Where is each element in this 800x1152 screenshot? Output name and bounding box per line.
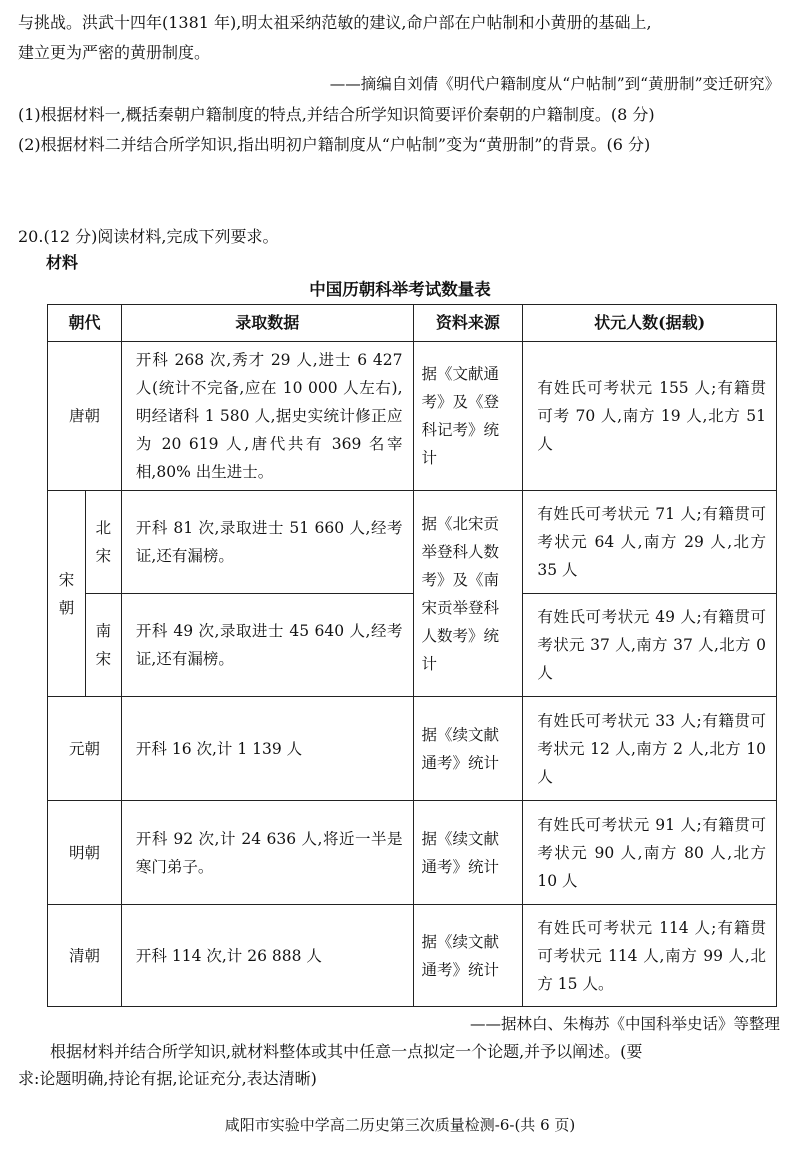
table-header-row [48, 305, 777, 342]
zhuangyuan-cell: 有姓氏可考状元 71 人;有籍贯可考状元 64 人,南方 29 人,北方 35 人 [523, 491, 777, 594]
intro-line-2: 建立更为严密的黄册制度。 [18, 43, 211, 62]
dynasty-group-label: 宋朝 [58, 570, 75, 617]
q20-number: 20. [18, 227, 44, 246]
data-cell: 开科 92 次,计 24 636 人,将近一半是寒门弟子。 [121, 801, 413, 905]
zhuangyuan-cell: 有姓氏可考状元 114 人;有籍贯可考状元 114 人,南方 99 人,北方 15 人。 [523, 905, 777, 1007]
material-label: 材料 [46, 253, 79, 272]
table-row-tang [48, 342, 777, 491]
source-cell: 据《续文献通考》统计 [413, 697, 523, 801]
col-header-dynasty: 朝代 [48, 305, 122, 342]
col-header-zhuangyuan: 状元人数(据载) [523, 305, 777, 342]
data-cell: 开科 81 次,录取进士 51 660 人,经考证,还有漏榜。 [121, 491, 413, 594]
intro-line-1: 与挑战。洪武十四年(1381 年),明太祖采纳范敏的建议,命户部在户帖制和小黄册的基础上, [18, 13, 652, 32]
source-cell: 据《北宋贡举登科人数考》及《南宋贡举登科人数考》统计 [413, 491, 523, 697]
source-cell: 据《文献通考》及《登科记考》统计 [413, 342, 523, 491]
q19-item-1: (1)根据材料一,概括秦朝户籍制度的特点,并结合所学知识简要评价秦朝的户籍制度。(8 分) [18, 105, 655, 124]
data-cell: 开科 16 次,计 1 139 人 [121, 697, 413, 801]
data-cell: 开科 268 次,秀才 29 人,进士 6 427 人(统计不完备,应在 10 000 人左右),明经诸科 1 580 人,据史实统计修正应为 20 619 人,唐代共有 369 名宰相,80% 出生进士。 [121, 342, 413, 491]
data-cell: 开科 114 次,计 26 888 人 [121, 905, 413, 1007]
sub-dynasty-cell [85, 491, 121, 594]
col-header-data: 录取数据 [121, 305, 413, 342]
dynasty-cell: 清朝 [48, 905, 122, 1007]
data-cell: 开科 49 次,录取进士 45 640 人,经考证,还有漏榜。 [121, 594, 413, 697]
sub-dynasty-label: 南宋 [95, 622, 112, 668]
table-row-yuan [48, 697, 777, 801]
col-header-source: 资料来源 [413, 305, 523, 342]
table-source: ——据林白、朱梅苏《中国科举史话》等整理 [469, 1015, 780, 1033]
keju-table [47, 304, 777, 1007]
source-cell: 据《续文献通考》统计 [413, 801, 523, 905]
q20-header [18, 224, 782, 250]
zhuangyuan-cell: 有姓氏可考状元 49 人;有籍贯可考状元 37 人,南方 37 人,北方 0 人 [523, 594, 777, 697]
q19-item-2: (2)根据材料二并结合所学知识,指出明初户籍制度从“户帖制”变为“黄册制”的背景。(6 分) [18, 135, 651, 154]
table-row-nan-song [48, 594, 777, 697]
q20-header-text: (12 分)阅读材料,完成下列要求。 [43, 227, 279, 246]
source-cell: 据《续文献通考》统计 [413, 905, 523, 1007]
sub-dynasty-cell [85, 594, 121, 697]
requirement-line-1: 根据材料并结合所学知识,就材料整体或其中任意一点拟定一个论题,并予以阐述。(要 [50, 1042, 643, 1061]
zhuangyuan-cell: 有姓氏可考状元 155 人;有籍贯可考 70 人,南方 19 人,北方 51 人 [523, 342, 777, 491]
table-row-ming [48, 801, 777, 905]
dynasty-cell: 明朝 [48, 801, 122, 905]
intro-source: ——摘编自刘倩《明代户籍制度从“户帖制”到“黄册制”变迁研究》 [329, 75, 780, 93]
zhuangyuan-cell: 有姓氏可考状元 91 人;有籍贯可考状元 90 人,南方 80 人,北方 10 人 [523, 801, 777, 905]
dynasty-cell: 元朝 [48, 697, 122, 801]
requirement-line-2: 求:论题明确,持论有据,论证充分,表达清晰) [18, 1069, 317, 1088]
table-row-qing [48, 905, 777, 1007]
zhuangyuan-cell: 有姓氏可考状元 33 人;有籍贯可考状元 12 人,南方 2 人,北方 10 人 [523, 697, 777, 801]
page-footer: 咸阳市实验中学高二历史第三次质量检测-6-(共 6 页) [224, 1116, 576, 1134]
dynasty-cell: 唐朝 [48, 342, 122, 491]
dynasty-group-cell [48, 491, 86, 697]
table-row-bei-song [48, 491, 777, 594]
sub-dynasty-label: 北宋 [95, 519, 112, 565]
table-title: 中国历朝科举考试数量表 [309, 280, 491, 299]
